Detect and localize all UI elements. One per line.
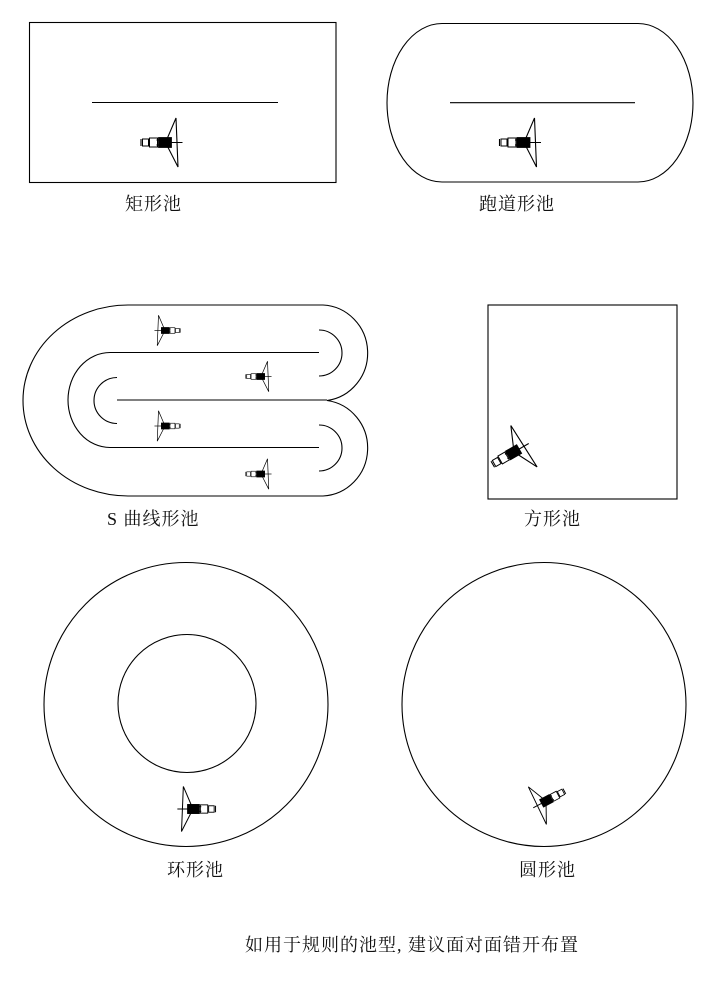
pool-label-racetrack: 跑道形池: [479, 194, 555, 214]
submersible-mixer-icon: [154, 411, 180, 441]
submersible-mixer-icon: [246, 459, 272, 489]
layout-recommendation-caption: 如用于规则的池型, 建议面对面错开布置: [245, 935, 579, 955]
submersible-mixer-icon: [500, 118, 542, 167]
pool-square: [481, 305, 677, 499]
submersible-mixer-icon: [481, 422, 541, 485]
pool-label-ring: 环形池: [167, 860, 224, 880]
pool-rectangular: [30, 23, 337, 183]
submersible-mixer-icon: [177, 786, 215, 831]
submersible-mixer-icon: [523, 773, 574, 826]
pool-label-circular: 圆形池: [519, 860, 576, 880]
submersible-mixer-icon: [154, 315, 180, 345]
turn-guide-arc: [319, 425, 342, 471]
pool-s-curve: [23, 305, 368, 496]
pool-racetrack: [387, 24, 693, 183]
submersible-mixer-icon: [246, 361, 272, 391]
pool-label-s-curve: S 曲线形池: [107, 509, 200, 529]
submersible-mixer-icon: [141, 118, 183, 167]
pool-ring-inner-outline: [118, 635, 256, 773]
pool-square-outline: [488, 305, 677, 499]
pool-ring-outer-outline: [44, 563, 328, 847]
turn-guide-arc: [319, 330, 342, 376]
pool-ring: [44, 563, 328, 847]
turn-guide-arc: [94, 378, 117, 424]
pool-label-square: 方形池: [524, 509, 581, 529]
pool-circular: [402, 563, 686, 847]
pool-label-rectangular: 矩形池: [125, 194, 182, 214]
